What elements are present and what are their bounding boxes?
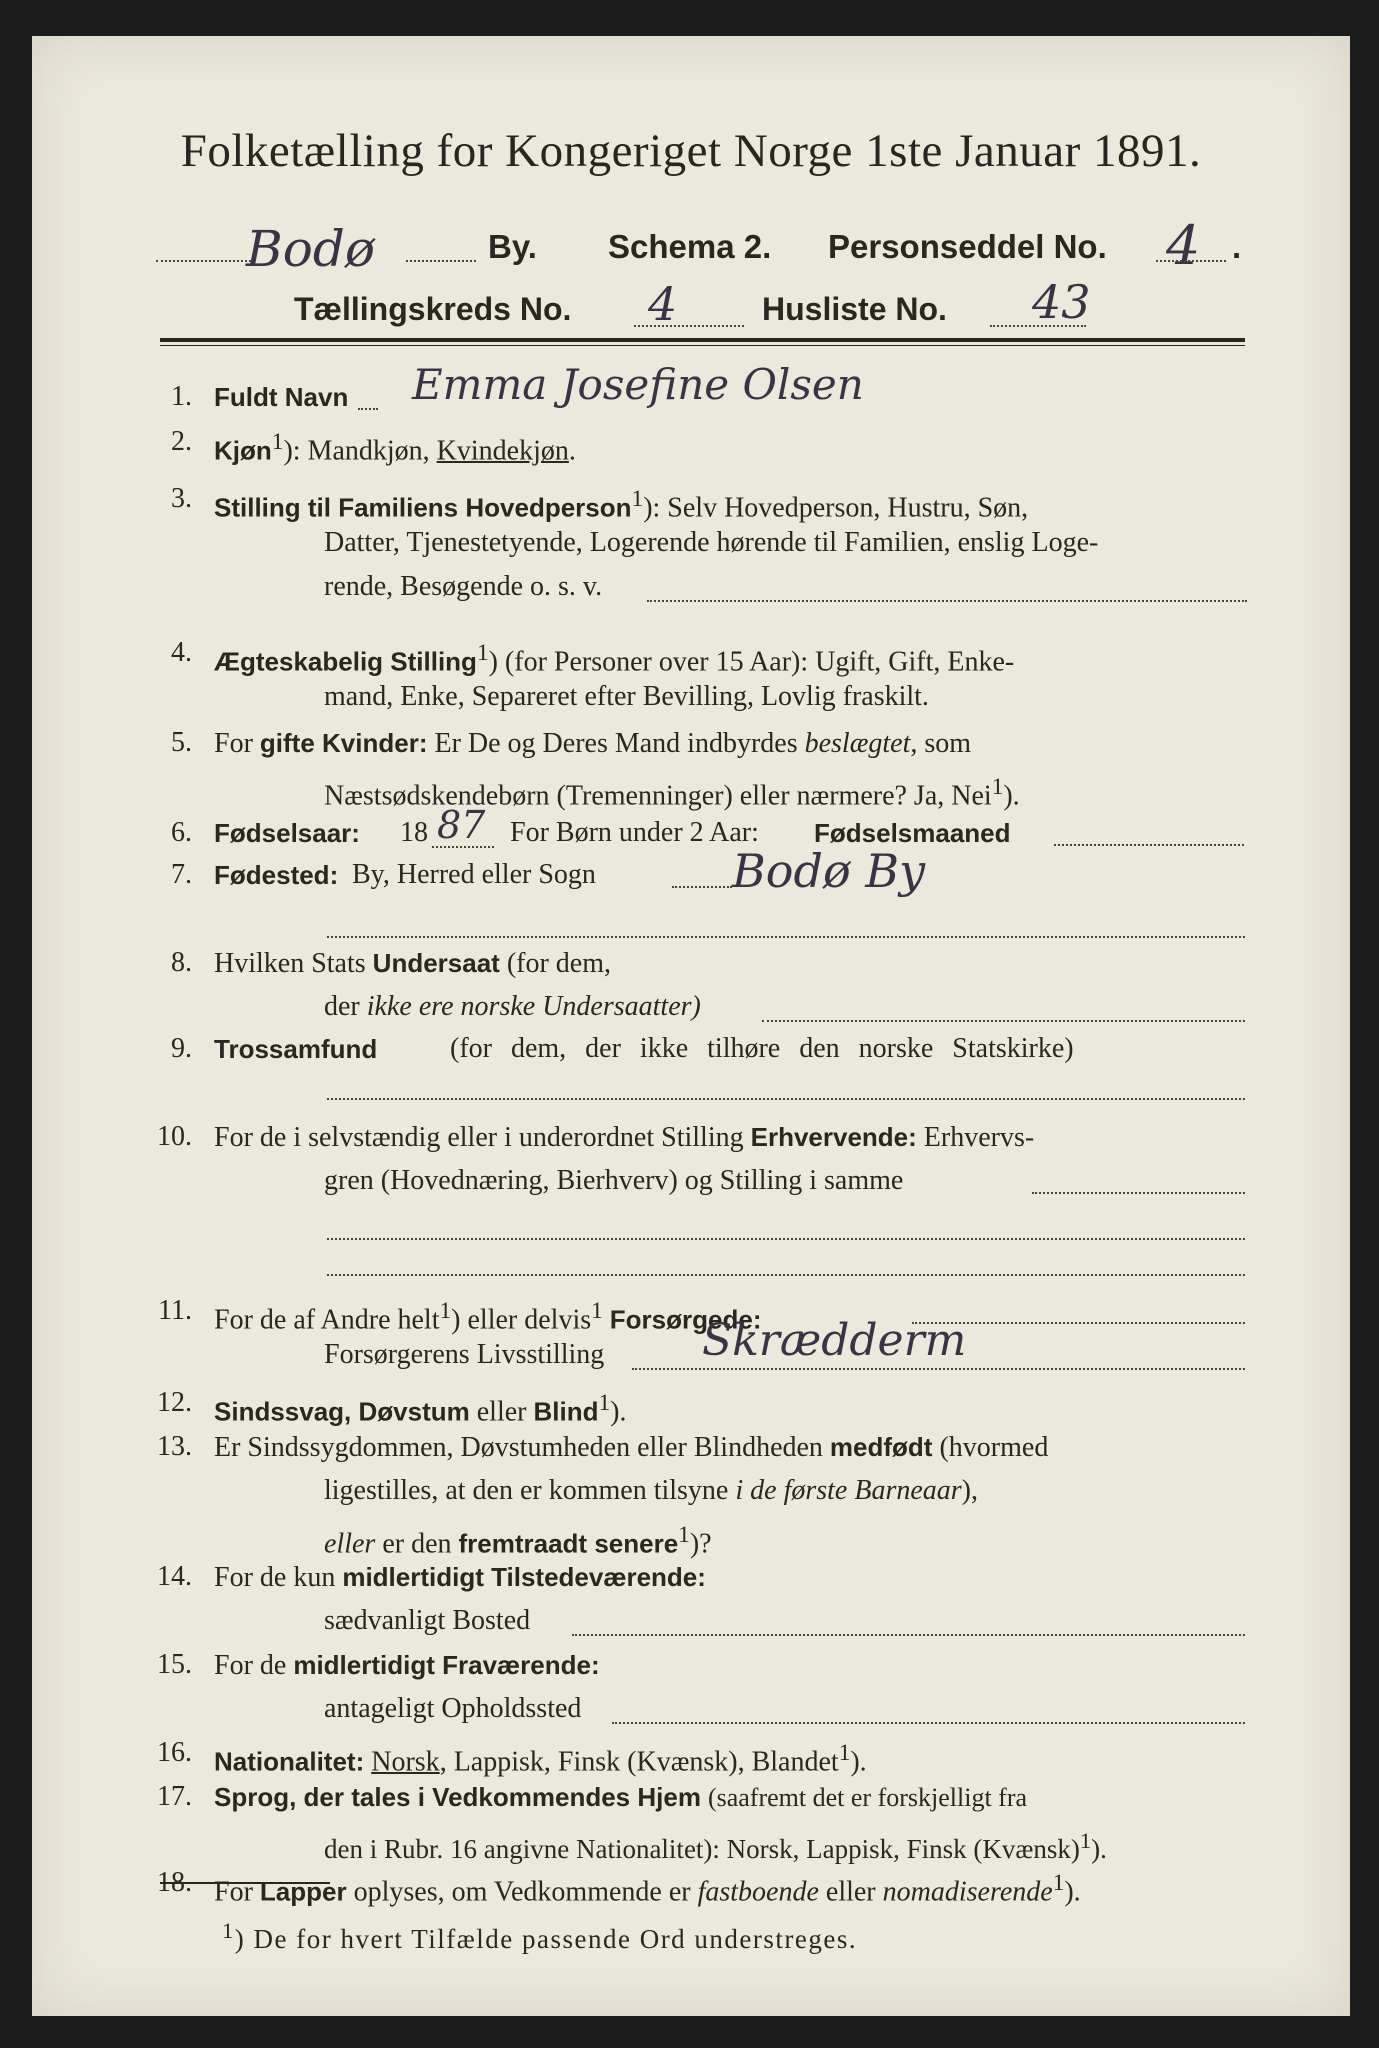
period: . [1232,228,1242,265]
text-span: ikke ere norske Undersaatter) [366,991,701,1022]
item-4 [132,632,1282,722]
kvindekjon-underlined: Kvindekjøn [436,435,569,467]
text-span: Erhvervs- [923,1122,1035,1153]
footnote-ref: 1 [631,486,644,512]
text-span: (saafremt det er forskjelligt fra [707,1783,1028,1812]
item-text-line: mand, Enke, Separeret efter Bevilling, Lovlig fraskilt. [324,681,929,712]
item-label: Sindssvag, Døvstum [214,1396,470,1427]
footnote-rule [160,1882,330,1884]
item-12 [132,1382,1282,1426]
item-14 [132,1556,1282,1646]
item-text: (for dem, der ikke tilhøre den norske Statskirke) [450,1033,1074,1064]
item-text-line: gren (Hovednæring, Bierhverv) og Stilling i samme [324,1165,904,1196]
footnote-text: ) De for hvert Tilfælde passende Ord understreges. [234,1924,858,1954]
text-span: ), [961,1475,978,1506]
husliste-label: Husliste No. [762,291,947,327]
schema-label: Schema 2. [608,228,772,265]
item-13 [132,1426,1282,1558]
dotted-line [327,1238,1245,1240]
dotted-line [406,260,476,262]
item-number: 17. [157,1781,192,1812]
item-number: 9. [171,1033,192,1064]
item-number: 10. [157,1121,192,1152]
item-number: 12. [157,1387,192,1418]
norsk-underlined: Norsk [371,1746,440,1778]
dotted-line [1054,844,1244,846]
item-label: Fuldt Navn [214,382,349,412]
item-number: 16. [157,1737,192,1768]
item-text [214,1644,600,1687]
text-span: For [214,728,253,759]
personseddel-value: 4 [1166,214,1201,277]
item-number: 13. [157,1431,192,1462]
item-number: 5. [171,727,192,758]
footnote-ref: 1 [1052,1870,1065,1896]
text-span: For de af Andre helt [214,1304,440,1336]
text-span: ). [1064,1876,1081,1908]
item-label: Trossamfund [214,1034,378,1064]
footnote-ref: 1 [439,1298,452,1324]
dotted-line [1156,260,1226,262]
text-span: der [324,991,360,1022]
dotted-line [634,325,744,327]
item-1 [132,360,1282,426]
text-span: beslægtet, [804,728,918,759]
item-text-line: rende, Besøgende o. s. v. [324,571,603,602]
item-number: 6. [171,817,192,848]
text-span: ) (for Personer over 15 Aar): Ugift, Gift, Enke- [488,646,1015,678]
item-2 [132,421,1282,465]
dotted-line [672,886,732,888]
text-span: ). [610,1396,627,1428]
text-span: (hvormed [939,1432,1049,1463]
dotted-line [358,408,378,410]
item-label: medfødt [829,1432,933,1462]
text-span: ): Mandkjøn, [283,435,430,467]
text-span: eller [324,1528,376,1560]
text-span: ) eller delvis [451,1304,592,1336]
text-span: ): Selv Hovedperson, Hustru, Søn, [643,492,1029,524]
footnote-ref: 1 [271,429,284,455]
birth-year-value: 87 [437,803,486,847]
footnote-ref: 1 [1079,1828,1092,1853]
footnote-ref: 1 [991,774,1004,800]
item-label: Undersaat [372,948,500,978]
text-span: ). [850,1746,867,1778]
item-text-line: antageligt Opholdssted [324,1693,582,1724]
item-16 [132,1732,1282,1776]
item-text: For Børn under 2 Aar: [510,817,759,848]
item-label: Stilling til Familiens Hovedperson [214,492,632,523]
text-span: nomadiserende [882,1876,1053,1908]
dotted-line [612,1722,1245,1724]
full-name-value: Emma Josefine Olsen [412,360,864,409]
item-text-line [324,1470,978,1512]
item-text-line: Forsørgerens Livsstilling [324,1339,605,1370]
item-number: 11. [158,1295,192,1326]
header-rule [160,338,1245,346]
dotted-line [156,260,251,262]
footnote-ref: 1 [598,1390,611,1416]
item-number: 7. [171,859,192,890]
text-span: For de kun [214,1562,336,1593]
item-label: Kjøn [214,435,272,466]
text-span: den i Rubr. 16 angivne Nationalitet): Norsk, Lappisk, Finsk (Kvænsk) [324,1834,1080,1864]
text-span: som [924,728,972,759]
dotted-line [990,325,1086,327]
item-label: Sprog, der tales i Vedkommendes Hjem [214,1782,701,1812]
item-label: Fødselsaar: [214,818,360,848]
text-span: eller [825,1876,876,1908]
item-number: 2. [171,426,192,457]
provider-value: Skrædderm [702,1315,967,1366]
text-span: i de første Barneaar [735,1475,962,1506]
item-label: Fødested: [214,860,339,890]
dotted-line [327,1098,1245,1100]
dotted-line [647,600,1247,602]
item-text [214,1776,1027,1819]
footnote [222,1918,857,1955]
footnote-ref: 1 [591,1298,603,1324]
text-span: (for dem, [506,948,612,979]
item-text [214,421,576,472]
item-label: Fødselsmaaned [814,818,1011,848]
item-number: 4. [171,637,192,668]
text-span: Næstsødskendebørn (Tremenninger) eller nærmere? Ja, Nei [324,780,992,812]
by-label: By. [488,228,537,265]
item-number: 14. [157,1561,192,1592]
text-span: For de [214,1650,287,1681]
item-label: Blind [533,1396,599,1427]
text-span: eller [476,1396,527,1428]
item-number: 3. [171,483,192,514]
item-label: Erhvervende: [750,1122,917,1152]
year-prefix: 18 [400,817,428,848]
footnote-ref: 1 [838,1740,851,1766]
item-text-line: sædvanligt Bosted [324,1605,531,1636]
item-text-line [324,766,1020,817]
form-title: Folketælling for Kongeriget Norge 1ste Januar 1891. [180,125,1202,177]
item-text [214,1426,1048,1469]
item-text [214,1116,1034,1159]
item-label: fremtraadt senere [458,1528,679,1559]
item-text-line [324,986,701,1028]
item-number: 18. [157,1867,192,1898]
birthplace-value: Bodø By [732,844,926,898]
footnote-mark: 1 [222,1918,235,1943]
item-label: midlertidigt Fraværende: [293,1650,600,1680]
dotted-line [762,1020,1245,1022]
text-span: )? [689,1528,712,1560]
text-span: er den [382,1528,452,1560]
text-span: Er De og Deres Mand indbyrdes [434,728,798,759]
item-label: Nationalitet: [214,1746,365,1777]
text-span: ligestilles, at den er kommen tilsyne [324,1475,729,1506]
kreds-label: Tællingskreds No. [294,291,572,327]
footnote-ref: 1 [476,640,489,666]
text-span: ). [1091,1834,1107,1864]
text-span: fastboende [697,1876,819,1908]
item-text [214,942,611,985]
item-label: Forsørgede: [609,1304,762,1335]
dotted-line [327,1274,1245,1276]
item-text-line: Datter, Tjenestetyende, Logerende hørende til Familien, enslig Loge- [324,527,1099,558]
item-text: By, Herred eller Sogn [352,859,596,890]
dotted-line [432,846,494,848]
dotted-line [632,1368,1245,1370]
item-text [214,722,971,765]
text-span: oplyses, om Vedkommende er [353,1876,691,1908]
item-3 [132,478,1282,614]
husliste-value: 43 [1032,275,1091,329]
text-span: ). [1003,780,1020,812]
text-span: For de i selvstændig eller i underordnet Stilling [214,1122,744,1153]
item-18 [132,1862,1282,1906]
item-number: 8. [171,947,192,978]
census-form [32,36,1350,2016]
item-label: midlertidigt Tilstedeværende: [342,1562,706,1592]
item-17 [132,1776,1282,1866]
text-span: , Lappisk, Finsk (Kvænsk), Blandet [439,1746,839,1778]
dotted-line [327,936,1245,938]
item-text [214,1556,706,1599]
dotted-line [1032,1192,1245,1194]
item-7 [132,844,1282,950]
item-15 [132,1644,1282,1734]
item-6 [132,803,1282,858]
item-label: gifte Kvinder: [259,728,428,758]
city-value: Bodø [246,220,375,278]
text-span: . [568,435,576,467]
item-number: 15. [157,1649,192,1680]
item-8 [132,942,1282,1032]
item-label: Ægteskabelig Stilling [214,646,477,677]
item-9 [132,1028,1282,1118]
item-11 [132,1290,1282,1380]
footnote-ref: 1 [678,1522,690,1548]
text-span: For [214,1876,253,1908]
item-text [214,1862,1081,1913]
personseddel-label: Personseddel No. [828,228,1107,265]
item-10 [132,1116,1282,1276]
dotted-line [572,1634,1245,1636]
item-5 [132,722,1282,812]
kreds-value: 4 [648,277,678,331]
item-number: 1. [171,381,192,412]
item-label: Lapper [259,1876,347,1907]
text-span: Er Sindssygdommen, Døvstumheden eller Blindheden [214,1432,823,1463]
text-span: Hvilken Stats [214,948,366,979]
